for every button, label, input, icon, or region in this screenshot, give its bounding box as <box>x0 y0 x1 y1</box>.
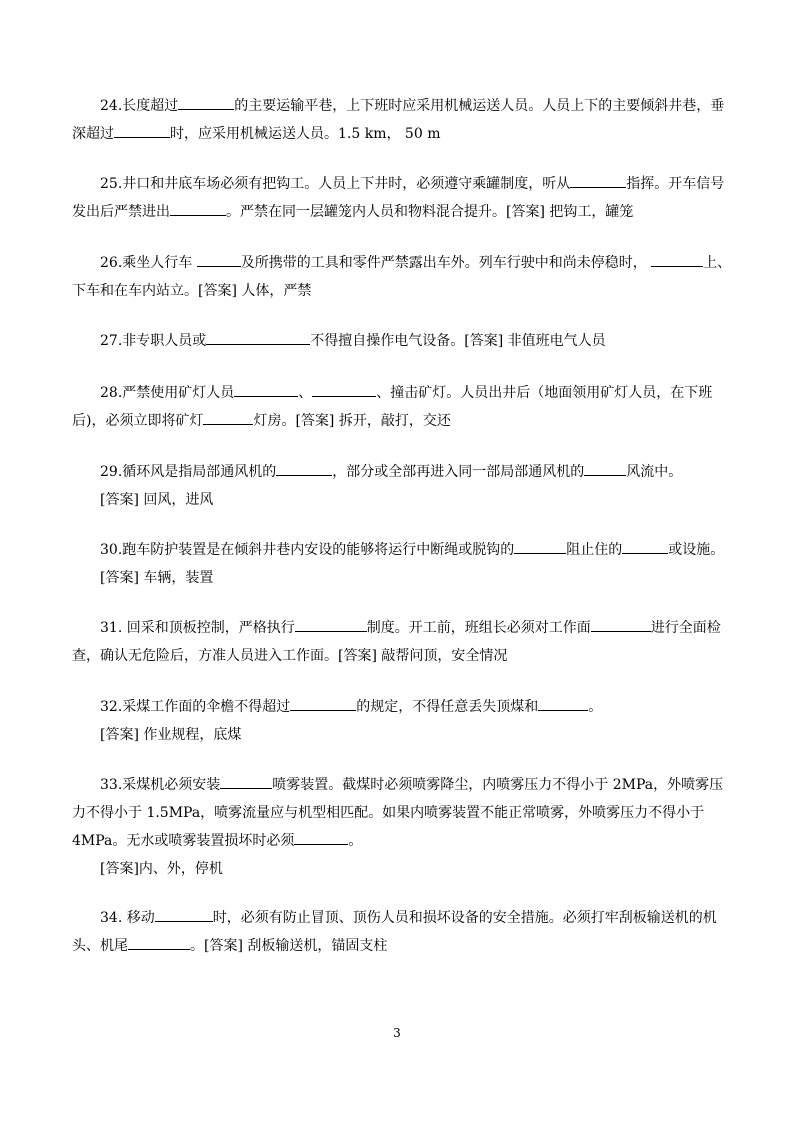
question-line: 24.长度超过 的主要运输平巷，上下班时应采用机械运送人员。人员上下的主要倾斜井巷，垂 <box>72 92 732 120</box>
fill-blank <box>155 907 213 922</box>
fill-blank <box>514 539 566 554</box>
fill-blank <box>295 617 367 632</box>
question-34 <box>72 904 732 960</box>
question-line: 深超过 时，应采用机械运送人员。1.5 km， 50 m <box>72 120 732 148</box>
fill-blank <box>584 461 626 476</box>
answer-line: [答案] 回风，进风 <box>100 492 214 508</box>
question-line: 29.循环风是指局部通风机的 ，部分或全部再进入同一部局部通风机的 风流中。 <box>72 458 732 486</box>
question-line: 28.严禁使用矿灯人员 、 、撞击矿灯。人员出井后（地面领用矿灯人员，在下班 <box>72 379 732 407</box>
question-line: 4MPa。无水或喷雾装置损坏时必须 。 <box>72 827 732 855</box>
question-25 <box>72 170 732 226</box>
fill-blank <box>234 382 298 397</box>
fill-blank <box>290 696 356 711</box>
fill-blank <box>294 830 348 845</box>
question-24 <box>72 92 732 148</box>
fill-blank <box>197 252 241 267</box>
question-line: 33.采煤机必须安装 喷雾装置。截煤时必须喷雾降尘，内喷雾压力不得小于 2MPa，外喷雾压 <box>72 771 732 799</box>
question-line: 34. 移动 时，必须有防止冒顶、顶伤人员和损坏设备的安全措施。必须打牢刮板输送机的机 <box>72 904 732 932</box>
question-line: 27.非专职人员或 不得擅自操作电气设备。[答案] 非值班电气人员 <box>72 327 732 355</box>
question-33 <box>72 771 732 883</box>
question-27 <box>72 327 732 355</box>
answer-line: [答案] 作业规程，底煤 <box>100 727 242 743</box>
fill-blank <box>622 539 668 554</box>
question-line: 32.采煤工作面的伞檐不得超过 的规定，不得任意丢失顶煤和 。 <box>72 693 732 721</box>
question-29 <box>72 458 732 514</box>
question-30 <box>72 536 732 592</box>
question-32 <box>72 693 732 749</box>
question-line: 力不得小于 1.5MPa，喷雾流量应与机型相匹配。如果内喷雾装置不能正常喷雾，外喷雾压力不得小于 <box>72 805 705 821</box>
fill-blank <box>178 95 234 110</box>
question-line: 下车和在车内站立。[答案] 人体，严禁 <box>72 283 312 299</box>
fill-blank <box>203 410 253 425</box>
question-26 <box>72 249 732 305</box>
question-line: 30.跑车防护装置是在倾斜井巷内安设的能够将运行中断绳或脱钩的 阻止住的 或设施。 <box>72 536 732 564</box>
fill-blank <box>538 696 588 711</box>
question-line: 查，确认无危险后，方准人员进入工作面。[答案] 敲帮问顶，安全情况 <box>72 648 508 664</box>
fill-blank <box>206 330 310 345</box>
answer-line: [答案]内、外，停机 <box>100 861 223 877</box>
fill-blank <box>276 461 332 476</box>
fill-blank <box>591 617 651 632</box>
question-line: 后)，必须立即将矿灯 灯房。[答案] 拆开，敲打，交还 <box>72 407 732 435</box>
answer-line: [答案] 车辆，装置 <box>100 570 214 586</box>
question-line: 发出后严禁进出 。严禁在同一层罐笼内人员和物料混合提升。[答案] 把钩工，罐笼 <box>72 198 732 226</box>
question-line: 头、机尾 。[答案] 刮板输送机，锚固支柱 <box>72 932 732 960</box>
question-line: 31. 回采和顶板控制，严格执行 制度。开工前，班组长必须对工作面 进行全面检 <box>72 614 732 642</box>
fill-blank <box>312 382 376 397</box>
question-28 <box>72 379 732 435</box>
fill-blank <box>570 173 626 188</box>
fill-blank <box>651 252 703 267</box>
page-number: 3 <box>393 1026 401 1040</box>
fill-blank <box>220 774 272 789</box>
question-31 <box>72 614 732 670</box>
fill-blank <box>128 935 190 950</box>
question-line: 26.乘坐人行车 及所携带的工具和零件严禁露出车外。列车行驶中和尚未停稳时， 上、 <box>72 249 732 277</box>
question-line: 25.井口和井底车场必须有把钩工。人员上下井时，必须遵守乘罐制度，听从 指挥。开车信号 <box>72 170 732 198</box>
fill-blank <box>170 201 226 216</box>
fill-blank <box>114 123 170 138</box>
